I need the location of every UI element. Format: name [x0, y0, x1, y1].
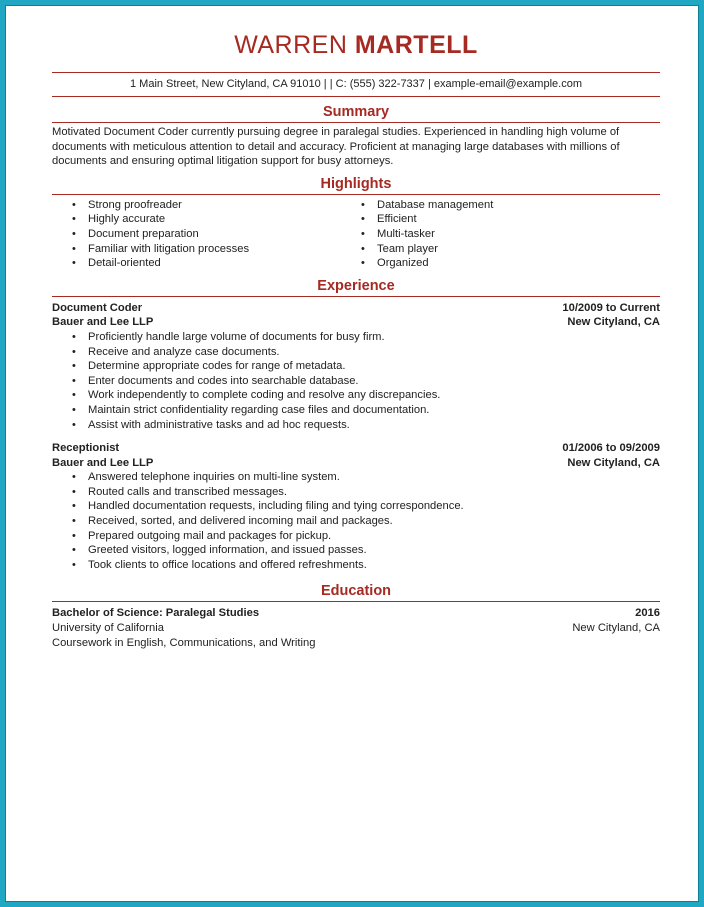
list-item-text: Received, sorted, and delivered incoming mail and packages. — [88, 515, 393, 528]
job-role: Receptionist — [52, 442, 120, 455]
list-item-text: Detail-oriented — [88, 257, 161, 270]
experience-list — [52, 301, 660, 573]
highlights-list — [52, 198, 660, 271]
bullet-icon: • — [72, 198, 76, 211]
job-duties — [52, 330, 660, 432]
bullet-icon: • — [72, 257, 76, 270]
highlights-right-column — [356, 198, 660, 271]
job-role: Document Coder — [52, 301, 143, 314]
list-item-text: Organized — [377, 257, 429, 270]
job-entry — [52, 441, 660, 572]
document-sheet — [5, 5, 699, 902]
list-item — [356, 256, 660, 271]
list-item — [52, 359, 660, 374]
list-item-text: Database management — [377, 198, 494, 211]
bullet-icon: • — [72, 330, 76, 343]
bullet-icon: • — [361, 213, 365, 226]
list-item-text: Took clients to office locations and offered refreshments. — [88, 558, 367, 571]
first-name: WARREN — [234, 31, 348, 59]
list-item-text: Team player — [377, 242, 438, 255]
list-item-text: Prepared outgoing mail and packages for pickup. — [88, 529, 332, 542]
school: University of California — [52, 622, 164, 635]
list-item — [52, 256, 356, 271]
list-item — [52, 470, 660, 485]
bullet-icon: • — [72, 418, 76, 431]
job-title-row — [52, 301, 660, 316]
bullet-icon: • — [72, 403, 76, 416]
bullet-icon: • — [361, 227, 365, 240]
job-location: New Cityland, CA — [567, 456, 660, 469]
education-degree-row — [52, 606, 660, 621]
degree: Bachelor of Science: Paralegal Studies — [52, 607, 260, 620]
list-item — [356, 242, 660, 257]
list-item-text: Enter documents and codes into searchable database. — [88, 374, 359, 387]
experience-rule — [52, 296, 660, 297]
list-item — [52, 212, 356, 227]
list-item-text: Maintain strict confidentiality regarding case files and documentation. — [88, 403, 430, 416]
experience-heading: Experience — [317, 277, 395, 294]
contact-line: 1 Main Street, New Cityland, CA 91010 | | C: (555) 322-7337 | example-email@example.com — [129, 78, 582, 90]
job-duties — [52, 470, 660, 572]
list-item-text: Efficient — [377, 213, 417, 226]
resume-name — [52, 30, 660, 60]
bullet-icon: • — [72, 515, 76, 528]
highlights-rule — [52, 194, 660, 195]
highlights-left-column — [52, 198, 356, 271]
bullet-icon: • — [72, 558, 76, 571]
bullet-icon: • — [361, 242, 365, 255]
list-item-text: Assist with administrative tasks and ad hoc requests. — [88, 418, 350, 431]
list-item-text: Multi-tasker — [377, 227, 435, 240]
list-item-text: Document preparation — [88, 227, 199, 240]
list-item — [52, 403, 660, 418]
list-item — [52, 514, 660, 529]
education-school-row — [52, 621, 660, 636]
job-company-row — [52, 315, 660, 330]
list-item — [52, 227, 356, 242]
list-item — [52, 374, 660, 389]
list-item-text: Work independently to complete coding and resolve any discrepancies. — [88, 389, 441, 402]
bullet-icon: • — [72, 213, 76, 226]
education-coursework-row — [52, 636, 660, 651]
contact-rule — [52, 96, 660, 97]
list-item — [52, 499, 660, 514]
list-item-text: Familiar with litigation processes — [88, 242, 250, 255]
bullet-icon: • — [72, 360, 76, 373]
job-title-row — [52, 441, 660, 456]
bullet-icon: • — [72, 471, 76, 484]
list-item-text: Proficiently handle large volume of documents for busy firm. — [88, 330, 385, 343]
graduation-year: 2016 — [635, 607, 660, 620]
list-item — [52, 330, 660, 345]
list-item — [356, 227, 660, 242]
job-dates: 10/2009 to Current — [562, 301, 660, 314]
list-item-text: Routed calls and transcribed messages. — [88, 485, 287, 498]
bullet-icon: • — [72, 500, 76, 513]
bullet-icon: • — [72, 529, 76, 542]
list-item — [52, 198, 356, 213]
list-item-text: Answered telephone inquiries on multi-line system. — [88, 471, 340, 484]
summary-rule — [52, 122, 660, 123]
list-item-text: Greeted visitors, logged information, and issued passes. — [88, 544, 367, 557]
list-item — [52, 543, 660, 558]
list-item-text: Highly accurate — [88, 213, 166, 226]
bullet-icon: • — [72, 345, 76, 358]
bullet-icon: • — [361, 198, 365, 211]
education-entry — [52, 606, 660, 650]
list-item-text: Determine appropriate codes for range of metadata. — [88, 360, 346, 373]
list-item — [52, 345, 660, 360]
job-entry — [52, 301, 660, 432]
highlights-heading: Highlights — [320, 175, 392, 192]
resume — [52, 30, 660, 650]
education-rule — [52, 601, 660, 602]
last-name: MARTELL — [354, 31, 478, 59]
job-dates: 01/2006 to 09/2009 — [562, 442, 660, 455]
job-location: New Cityland, CA — [567, 316, 660, 329]
coursework: Coursework in English, Communications, and Writing — [52, 636, 316, 649]
list-item — [52, 558, 660, 573]
list-item — [52, 529, 660, 544]
job-company: Bauer and Lee LLP — [52, 456, 154, 469]
list-item — [52, 388, 660, 403]
school-location: New Cityland, CA — [572, 622, 660, 635]
list-item — [356, 198, 660, 213]
list-item-text: Handled documentation requests, including filing and tying correspondence. — [88, 500, 464, 513]
bullet-icon: • — [361, 257, 365, 270]
job-company: Bauer and Lee LLP — [52, 316, 154, 329]
bullet-icon: • — [72, 227, 76, 240]
list-item — [52, 485, 660, 500]
list-item — [52, 242, 356, 257]
bullet-icon: • — [72, 544, 76, 557]
summary-text: Motivated Document Coder currently pursuing degree in paralegal studies. Experienced in handling high volume of documents with meticulous attention to detail and accuracy. Proficient at managing large databases with millions of documents and ensuring optimal litigation support for busy attorneys. — [52, 126, 620, 168]
list-item-text: Receive and analyze case documents. — [88, 345, 280, 358]
list-item — [356, 212, 660, 227]
list-item-text: Strong proofreader — [88, 198, 182, 211]
header-rule — [52, 72, 660, 73]
bullet-icon: • — [72, 485, 76, 498]
summary-heading: Summary — [322, 104, 390, 120]
bullet-icon: • — [72, 242, 76, 255]
list-item — [52, 418, 660, 433]
bullet-icon: • — [72, 374, 76, 387]
job-company-row — [52, 456, 660, 471]
education-heading: Education — [320, 583, 392, 600]
bullet-icon: • — [72, 389, 76, 402]
